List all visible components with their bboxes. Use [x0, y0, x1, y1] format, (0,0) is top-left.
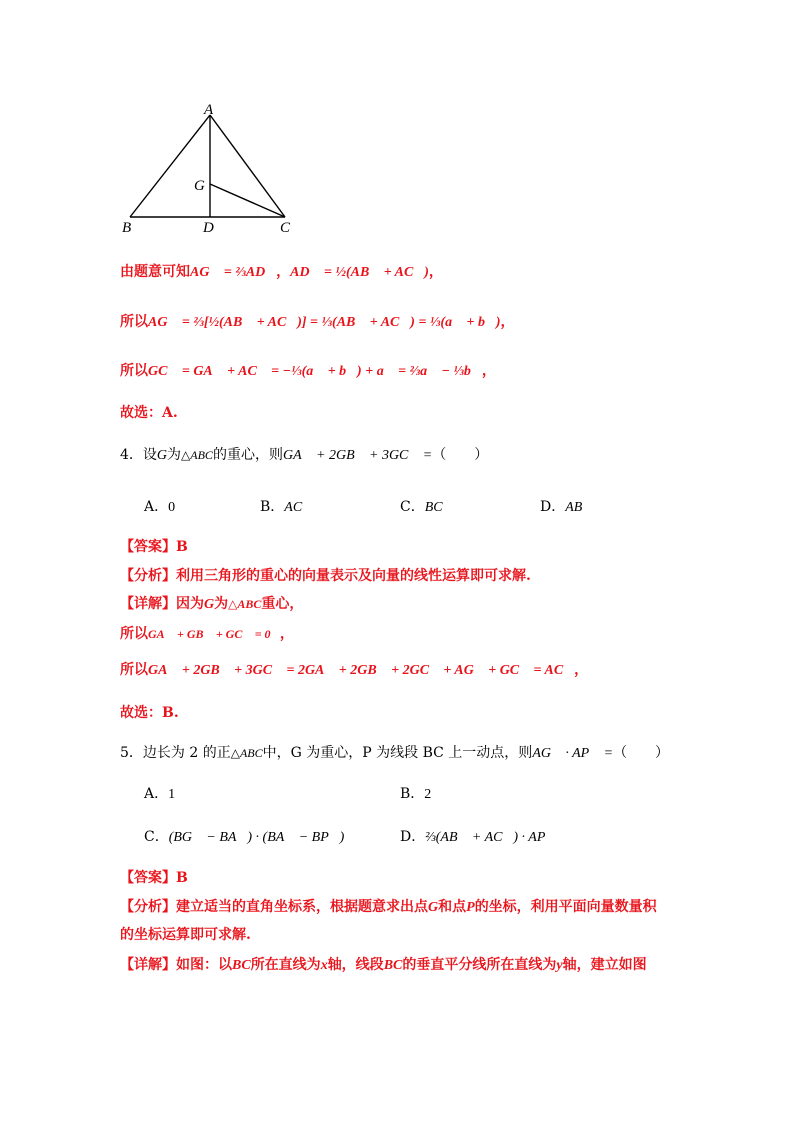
q4-option-d: D．AB⃗ — [540, 499, 594, 515]
q4-so1: 所以GA⃗ + GB⃗ + GC⃗ = 0⃗， — [120, 626, 294, 642]
sol3-line1: 由题意可知AG⃗ = ⅔AD⃗，AD⃗ = ½(AB⃗ + AC⃗)， — [120, 264, 443, 280]
q4-option-a: A．0 — [144, 499, 176, 515]
q4-option-b: B．AC⃗ — [260, 499, 314, 515]
label-c: C — [280, 220, 291, 236]
q5-analysis-cont: 的坐标运算即可求解. — [120, 927, 251, 943]
q5-answer: 【答案】B — [120, 870, 188, 886]
q4-detail: 【详解】因为G为△ABC重心， — [120, 596, 304, 612]
side-ac — [210, 115, 285, 217]
label-g: G — [194, 178, 205, 194]
q5-stem: 5．边长为 2 的正△ABC中，G 为重心，P 为线段 BC 上一动点，则AG⃗ · AP⃗ =（ ） — [120, 745, 670, 761]
q4-answer: 【答案】B — [120, 539, 188, 555]
label-a: A — [204, 102, 214, 118]
label-b: B — [122, 220, 132, 236]
q4-option-c: C．BC⃗ — [400, 499, 454, 515]
q5-option-d: D．⅔(AB⃗ + AC⃗) · AP⃗ — [400, 829, 557, 845]
q4-so2: 所以GA⃗ + 2GB⃗ + 3GC⃗ = 2GA⃗ + 2GB⃗ + 2GC⃗ + AG⃗ + GC⃗ = AC⃗， — [120, 662, 589, 678]
q4-choice: 故选：B. — [120, 705, 179, 721]
sol3-line2: 所以AG⃗ = ⅔[½(AB⃗ + AC⃗)] = ⅓(AB⃗ + AC⃗) = ⅓(a⃗ + b⃗)， — [120, 314, 515, 330]
sol3-line3: 所以GC⃗ = GA⃗ + AC⃗ = −⅓(a⃗ + b⃗) + a⃗ = ⅔a⃗ − ⅓b⃗， — [120, 363, 496, 379]
q5-option-b: B．2 — [400, 786, 432, 802]
segment-gc — [210, 184, 285, 217]
side-ab — [130, 115, 210, 217]
q4-stem: 4．设G为△ABC的重心，则GA⃗ + 2GB⃗ + 3GC⃗ =（ ） — [120, 447, 489, 463]
q4-analysis: 【分析】利用三角形的重心的向量表示及向量的线性运算即可求解. — [120, 568, 531, 584]
q5-option-c: C．(BG⃗ − BA⃗) · (BA⃗ − BP⃗) — [144, 829, 345, 845]
triangle-figure — [110, 100, 310, 240]
sol3-choice: 故选：A. — [120, 405, 178, 421]
q5-option-a: A．1 — [144, 786, 176, 802]
q5-analysis: 【分析】建立适当的直角坐标系，根据题意求出点G和点P的坐标，利用平面向量数量积 — [120, 899, 657, 915]
q5-detail: 【详解】如图：以BC所在直线为x轴，线段BC的垂直平分线所在直线为y轴，建立如图 — [120, 957, 647, 973]
label-d: D — [203, 220, 214, 236]
